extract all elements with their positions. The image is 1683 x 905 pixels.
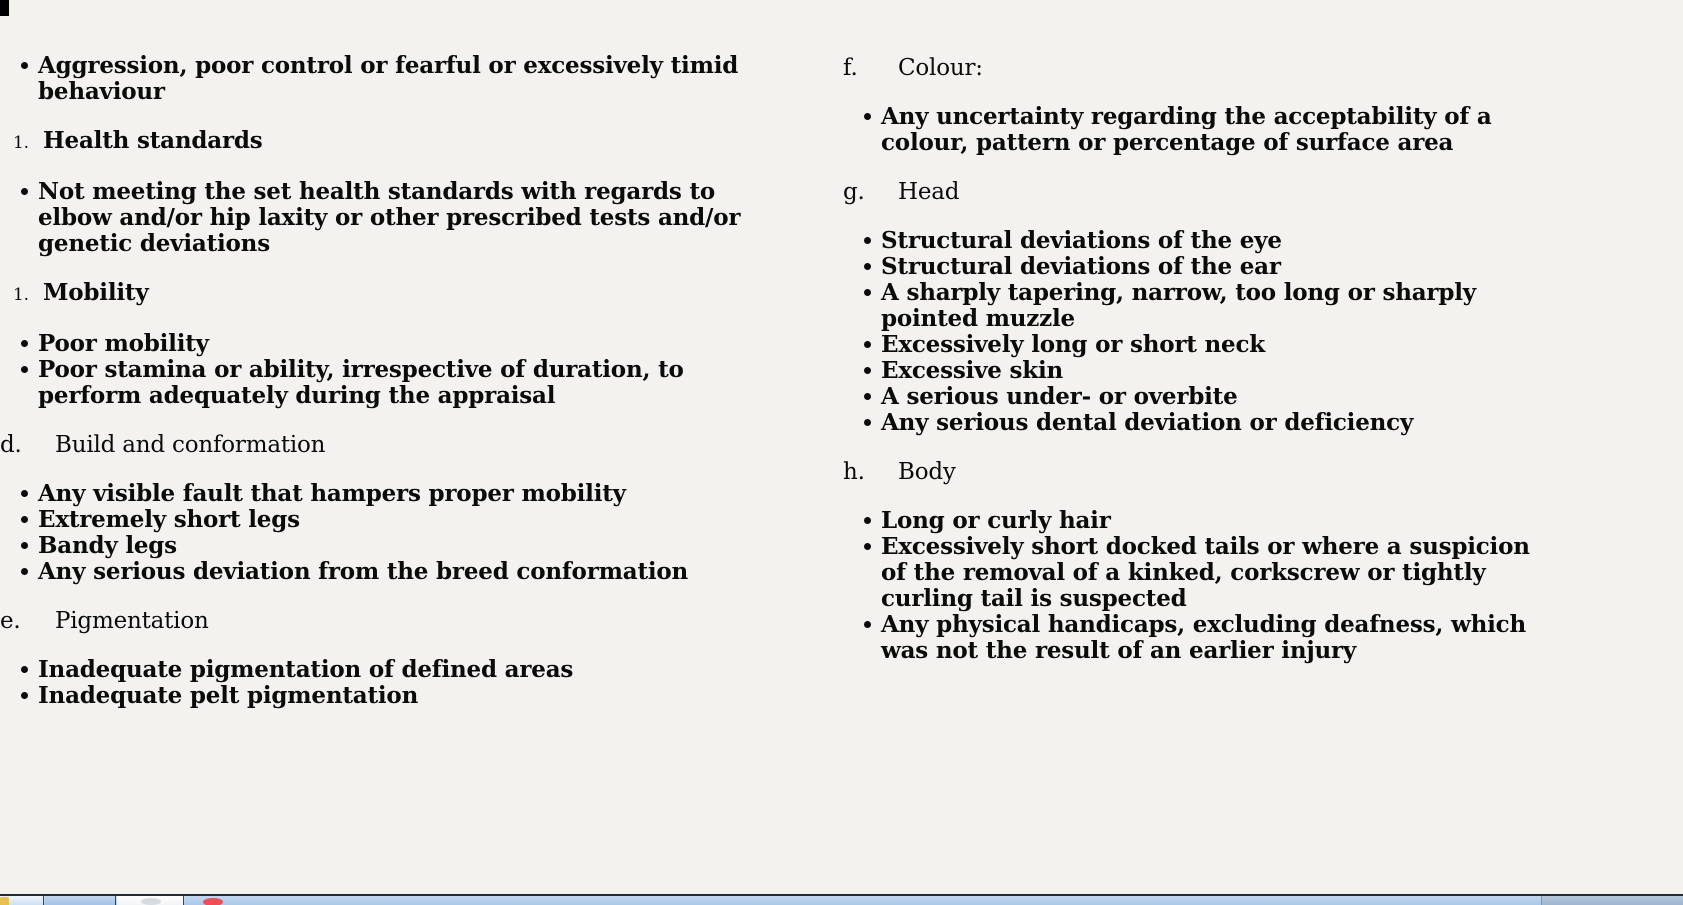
bullet-icon <box>864 621 871 628</box>
list-item-text: Poor stamina or ability, irrespective of duration, to perform adequately during the appraisal <box>38 356 684 409</box>
section-title: Health standards <box>43 127 263 154</box>
section-marker: h. <box>843 459 865 485</box>
section-title: Head <box>898 179 960 205</box>
bullet-list <box>0 657 762 709</box>
lettered-heading <box>843 55 1560 81</box>
list-item <box>0 657 762 683</box>
lettered-heading <box>0 432 762 458</box>
bullet-list <box>843 228 1560 436</box>
list-item <box>843 332 1560 358</box>
bullet-icon <box>21 692 28 699</box>
bullet-icon <box>864 543 871 550</box>
list-item-text: Any serious dental deviation or deficiency <box>881 409 1414 436</box>
list-item-text: Excessive skin <box>881 357 1064 384</box>
list-item-text: Inadequate pigmentation of defined areas <box>38 656 574 683</box>
bullet-list <box>0 331 762 409</box>
bullet-icon <box>864 289 871 296</box>
list-item <box>0 331 762 357</box>
list-item-text: Any serious deviation from the breed conformation <box>38 558 689 585</box>
window-icon <box>141 898 161 905</box>
list-item-text: Structural deviations of the eye <box>881 227 1282 254</box>
list-item-text: Excessively short docked tails or where a suspicion of the removal of a kinked, corkscrew or tightly curling tail is suspected <box>881 533 1530 612</box>
list-item <box>843 612 1560 664</box>
taskbar-button[interactable] <box>45 896 116 905</box>
numbered-heading <box>0 280 762 308</box>
lettered-heading <box>843 459 1560 485</box>
list-item <box>843 534 1560 612</box>
list-item <box>843 358 1560 384</box>
section-marker: e. <box>0 608 21 634</box>
section-title: Mobility <box>43 279 149 306</box>
document-right-column <box>843 55 1560 664</box>
list-item <box>0 507 762 533</box>
list-item-text: Poor mobility <box>38 330 209 357</box>
list-item-text: Inadequate pelt pigmentation <box>38 682 419 709</box>
bullet-list <box>843 104 1560 156</box>
list-item-text: Long or curly hair <box>881 507 1111 534</box>
list-item-text: Not meeting the set health standards with regards to elbow and/or hip laxity or other prescribed tests and/or genetic deviations <box>38 178 741 257</box>
app-icon-red[interactable] <box>203 898 223 905</box>
document-left-column <box>0 53 762 709</box>
section-title: Body <box>898 459 956 485</box>
lettered-heading <box>0 608 762 634</box>
section-marker: 1. <box>13 285 29 305</box>
list-item <box>843 508 1560 534</box>
bullet-icon <box>21 366 28 373</box>
list-item <box>843 228 1560 254</box>
bullet-icon <box>21 490 28 497</box>
list-item <box>0 559 762 585</box>
list-item-text: Aggression, poor control or fearful or excessively timid behaviour <box>38 52 739 105</box>
numbered-heading <box>0 128 762 156</box>
screen-corner-artifact <box>0 0 9 16</box>
list-item-text: Any physical handicaps, excluding deafness, which was not the result of an earlier injury <box>881 611 1526 664</box>
bullet-icon <box>864 341 871 348</box>
list-item-text: Structural deviations of the ear <box>881 253 1281 280</box>
section-marker: 1. <box>13 133 29 153</box>
bullet-icon <box>864 419 871 426</box>
bullet-icon <box>21 516 28 523</box>
list-item <box>843 254 1560 280</box>
bullet-icon <box>21 62 28 69</box>
section-title: Colour: <box>898 55 983 81</box>
list-item <box>0 179 762 257</box>
list-item-text: Bandy legs <box>38 532 177 559</box>
bullet-icon <box>21 568 28 575</box>
section-marker: d. <box>0 432 22 458</box>
list-item <box>0 357 762 409</box>
list-item-text: A sharply tapering, narrow, too long or sharply pointed muzzle <box>881 279 1476 332</box>
list-item-text: Any uncertainty regarding the acceptability of a colour, pattern or percentage of surface area <box>881 103 1492 156</box>
section-title: Build and conformation <box>55 432 326 458</box>
bullet-icon <box>864 517 871 524</box>
bullet-list <box>0 53 762 105</box>
list-item <box>843 384 1560 410</box>
bullet-list <box>843 508 1560 664</box>
list-item <box>0 683 762 709</box>
list-item <box>843 104 1560 156</box>
lettered-heading <box>843 179 1560 205</box>
quick-launch-area[interactable] <box>0 896 44 905</box>
section-marker: g. <box>843 179 865 205</box>
list-item-text: Extremely short legs <box>38 506 300 533</box>
system-tray[interactable] <box>1541 896 1683 905</box>
bullet-icon <box>21 666 28 673</box>
bullet-icon <box>864 237 871 244</box>
bullet-icon <box>864 393 871 400</box>
list-item <box>0 53 762 105</box>
taskbar-button[interactable] <box>185 896 1541 905</box>
list-item <box>0 481 762 507</box>
bullet-icon <box>21 542 28 549</box>
list-item <box>843 280 1560 332</box>
list-item-text: A serious under- or overbite <box>881 383 1238 410</box>
bullet-icon <box>864 367 871 374</box>
bullet-icon <box>864 113 871 120</box>
bullet-icon <box>21 340 28 347</box>
taskbar-button-active[interactable] <box>117 896 184 905</box>
bullet-list <box>0 179 762 257</box>
taskbar <box>0 896 1683 905</box>
bullet-icon <box>864 263 871 270</box>
folder-icon[interactable] <box>0 897 9 905</box>
bullet-icon <box>21 188 28 195</box>
bullet-list <box>0 481 762 585</box>
list-item-text: Excessively long or short neck <box>881 331 1266 358</box>
list-item <box>843 410 1560 436</box>
list-item <box>0 533 762 559</box>
section-title: Pigmentation <box>55 608 209 634</box>
list-item-text: Any visible fault that hampers proper mobility <box>38 480 626 507</box>
section-marker: f. <box>843 55 858 81</box>
